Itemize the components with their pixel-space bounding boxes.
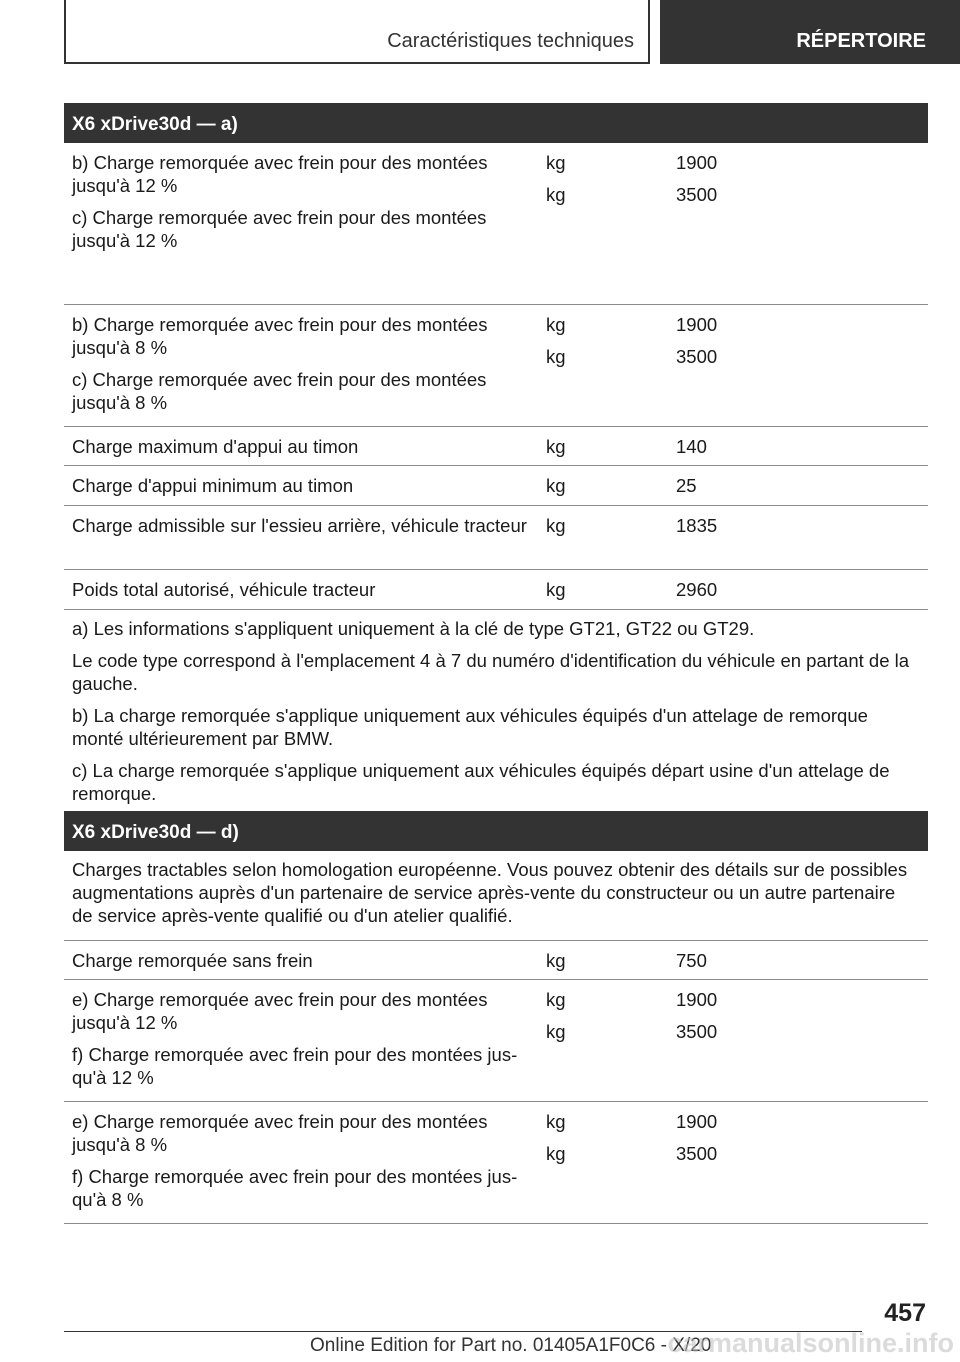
footnote: a) Les informations s'appliquent uniquement à la clé de type GT21, GT22 ou GT29. — [72, 618, 755, 639]
row-label: Charge remorquée sans frein — [72, 950, 313, 971]
row-value: 3500 — [676, 1143, 718, 1164]
footnote: b) La charge remorquée s'applique uniquement aux véhicules équipés d'un attelage de remorque monté ultérieurement par BMW. — [72, 705, 868, 749]
row-value: 140 — [676, 436, 707, 457]
row-unit: kg — [546, 152, 566, 173]
table-1-title: X6 xDrive30d — a) — [64, 103, 928, 143]
row-label: e) Charge remorquée avec frein pour des montées jusqu'à 8 % — [72, 1111, 488, 1155]
row-label: b) Charge remorquée avec frein pour des montées jusqu'à 8 % — [72, 314, 488, 358]
row-unit: kg — [546, 515, 566, 536]
row-label: Charge maximum d'appui au timon — [72, 436, 359, 457]
table-row — [64, 941, 928, 980]
row-label: Poids total autorisé, véhicule tracteur — [72, 579, 376, 600]
section-tab[interactable] — [64, 0, 650, 64]
table-row — [64, 427, 928, 466]
table-row — [64, 1102, 928, 1224]
active-tab-label: RÉPERTOIRE — [796, 30, 926, 52]
row-label: Charge d'appui minimum au timon — [72, 475, 354, 496]
row-value: 3500 — [676, 1021, 718, 1042]
footnotes — [64, 610, 928, 816]
table-row — [64, 570, 928, 610]
row-value: 1900 — [676, 314, 718, 335]
table-row — [64, 466, 928, 506]
section-tab-label: Caractéristiques techniques — [387, 30, 634, 52]
row-unit: kg — [546, 1111, 566, 1132]
footnote: c) La charge remorquée s'applique uniquement aux véhicules équipés départ usine d'un attelage de remorque. — [72, 760, 890, 804]
page-number: 457 — [884, 1299, 926, 1327]
row-value: 25 — [676, 475, 697, 496]
row-label: c) Charge remorquée avec frein pour des montées jusqu'à 12 % — [72, 207, 487, 251]
table-2-intro: Charges tractables selon homologation européenne. Vous pouvez obtenir des détails sur de possibles augmentations auprès d'un partenaire de service après-vente du constructeur ou un autre partenaire de service après-vente qualifié ou d'un atelier qualifié. — [64, 851, 928, 941]
row-label: f) Charge remorquée avec frein pour des montées jusqu'à 12 % — [72, 1044, 518, 1088]
row-label: c) Charge remorquée avec frein pour des montées jusqu'à 8 % — [72, 369, 487, 413]
footnote: Le code type correspond à l'emplacement 4 à 7 du numéro d'identification du véhicule en partant de la gauche. — [72, 650, 910, 694]
row-unit: kg — [546, 475, 566, 496]
row-label: e) Charge remorquée avec frein pour des montées jusqu'à 12 % — [72, 989, 488, 1033]
edition-text: Online Edition for Part no. 01405A1F0C6 - X/20 — [310, 1335, 712, 1356]
row-unit: kg — [546, 989, 566, 1010]
specs-table-1 — [64, 103, 928, 816]
row-label: b) Charge remorquée avec frein pour des montées jusqu'à 12 % — [72, 152, 488, 196]
watermark-logo: carmanualsonline.info — [667, 1328, 954, 1358]
row-value: 2960 — [676, 579, 718, 600]
row-unit: kg — [546, 184, 566, 205]
row-unit: kg — [546, 1143, 566, 1164]
table-row — [64, 305, 928, 427]
row-label: Charge admissible sur l'essieu arrière, véhicule tracteur — [72, 515, 527, 536]
table-row — [64, 506, 928, 570]
row-value: 3500 — [676, 184, 718, 205]
active-tab[interactable] — [660, 0, 960, 64]
row-value: 3500 — [676, 346, 718, 367]
row-unit: kg — [546, 579, 566, 600]
row-unit: kg — [546, 1021, 566, 1042]
table-row — [64, 980, 928, 1102]
row-value: 1900 — [676, 1111, 718, 1132]
row-label: f) Charge remorquée avec frein pour des montées jusqu'à 8 % — [72, 1166, 518, 1210]
row-value: 1835 — [676, 515, 718, 536]
table-row — [64, 143, 928, 305]
row-unit: kg — [546, 346, 566, 367]
specs-table-2 — [64, 811, 928, 1224]
row-value: 750 — [676, 950, 707, 971]
row-unit: kg — [546, 436, 566, 457]
row-unit: kg — [546, 314, 566, 335]
row-unit: kg — [546, 950, 566, 971]
row-value: 1900 — [676, 152, 718, 173]
row-value: 1900 — [676, 989, 718, 1010]
table-2-title: X6 xDrive30d — d) — [64, 811, 928, 851]
